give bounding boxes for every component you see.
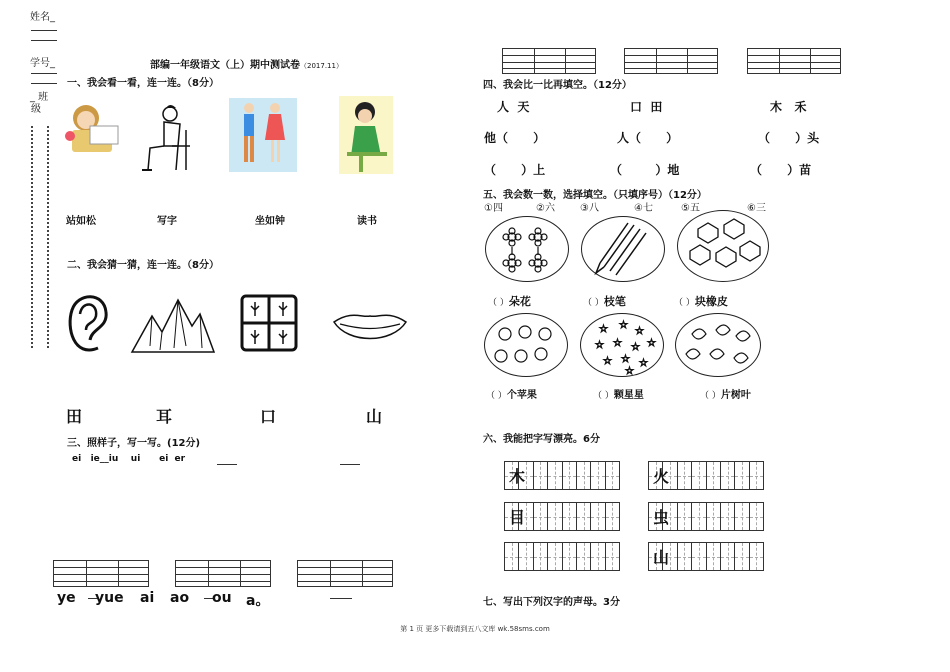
char-shan: 山 (653, 548, 670, 567)
q5-option-5: ⑤五 (681, 203, 700, 214)
svg-text:☆: ☆ (631, 342, 640, 353)
q2-char-3: 口 (260, 407, 277, 426)
svg-text:☆: ☆ (635, 326, 644, 337)
svg-text:☆: ☆ (595, 340, 604, 351)
q4-r1-c3: 木 禾 (770, 100, 807, 114)
q2-char-1: 田 (66, 407, 83, 426)
tian-grid-6[interactable] (648, 542, 764, 571)
q5-answer-pencils[interactable]: （ ）枝笔 (583, 295, 626, 308)
pinyin-ou: ou (212, 590, 232, 606)
q1-label-3: 坐如钟 (255, 216, 285, 227)
svg-text:☆: ☆ (599, 324, 608, 335)
pinyin-grid-3[interactable] (297, 560, 393, 587)
q5-option-2: ②六 (536, 203, 555, 214)
svg-text:☆: ☆ (619, 320, 628, 331)
svg-text:☆: ☆ (613, 338, 622, 349)
q4-r3-c3[interactable]: （ ）苗 (750, 163, 812, 177)
q1-label-1: 站如松 (66, 216, 96, 227)
q4-r2-c3[interactable]: （ ）头 (758, 131, 820, 145)
q4-title: 四、我会比一比再填空。（12分） (483, 80, 632, 91)
q5-answer-flowers[interactable]: （ ）朵花 (488, 295, 531, 308)
q5-title: 五、我会数一数，选择填空。（只填序号）（12分） (483, 190, 707, 201)
mountain-image (130, 296, 216, 354)
q1-label-4: 读书 (357, 216, 377, 227)
pinyin-ao: ao (170, 590, 190, 606)
q7-title: 七、写出下列汉字的声母。3分 (483, 597, 620, 608)
top-grid-1[interactable] (502, 48, 596, 74)
mouth-image (332, 308, 408, 348)
q4-r1-c1: 人 天 (497, 100, 530, 114)
top-grid-3[interactable] (747, 48, 841, 74)
svg-text:☆: ☆ (639, 358, 648, 369)
sitting-man-image (136, 100, 196, 174)
pencils-oval (581, 216, 665, 282)
tian-grid-3[interactable] (504, 502, 620, 531)
erasers-oval (677, 210, 769, 282)
q4-r2-c1[interactable]: 他（ ） (484, 131, 546, 145)
page-footer: 第 1 页 更多下载请到五八文库 wk.58sms.com (400, 625, 550, 633)
tian-grid-2[interactable] (648, 461, 764, 490)
standing-children-image (229, 98, 297, 172)
q2-title: 二、我会猜一猜，连一连。（8分） (67, 260, 219, 271)
pinyin-grid-2[interactable] (175, 560, 271, 587)
tian-grid-5[interactable] (504, 542, 620, 571)
name-label: 姓名_ (30, 12, 55, 23)
svg-text:☆: ☆ (625, 366, 634, 377)
pinyin-ye: ye (57, 590, 76, 606)
q2-char-4: 山 (366, 407, 383, 426)
leaves-oval (675, 313, 761, 377)
q3-title: 三、照样子，写一写。(12分) (67, 438, 201, 449)
q2-char-2: 耳 (156, 407, 173, 426)
pinyin-a: a。 (246, 593, 270, 609)
field-image (240, 294, 298, 352)
id-label: 学号_ (30, 58, 55, 69)
apples-oval (484, 313, 568, 377)
q6-title: 六、我能把字写漂亮。6分 (483, 434, 600, 445)
char-mu: 木 (509, 467, 526, 486)
pinyin-ai: ai (140, 590, 155, 606)
pinyin-grid-1[interactable] (53, 560, 149, 587)
q4-r3-c1[interactable]: （ ）上 (484, 163, 546, 177)
stars-oval (580, 313, 664, 377)
q5-option-4: ④七 (634, 203, 653, 214)
name-line (31, 30, 57, 31)
q5-option-1: ①四 (484, 203, 503, 214)
svg-text:☆: ☆ (621, 354, 630, 365)
tian-grid-1[interactable] (504, 461, 620, 490)
q5-answer-erasers[interactable]: （ ）块橡皮 (674, 295, 728, 308)
q5-answer-apples[interactable]: （ ）个苹果 (486, 390, 537, 401)
q1-title: 一、我会看一看，连一连。（8分） (67, 78, 219, 89)
svg-text:☆: ☆ (603, 356, 612, 367)
char-chong: 虫 (653, 508, 670, 527)
char-huo: 火 (653, 467, 670, 486)
ear-image (64, 288, 110, 358)
q5-answer-leaves[interactable]: （ ）片树叶 (700, 390, 751, 401)
q1-label-2: 写字 (157, 216, 177, 227)
flowers-oval (485, 216, 569, 282)
class-label: _ 班 (30, 92, 49, 103)
reading-girl-image (62, 96, 124, 158)
pinyin-yue: yue (95, 590, 124, 606)
q5-option-3: ③八 (580, 203, 599, 214)
q3-example: ei ie__iu ui ei er (72, 454, 186, 464)
binding-dotted-line (31, 126, 49, 348)
q5-answer-stars[interactable]: （ ）颗星星 (593, 390, 644, 401)
svg-text:☆: ☆ (647, 338, 656, 349)
q5-option-6: ⑥三 (747, 203, 766, 214)
q4-r3-c2[interactable]: （ ）地 (610, 163, 680, 177)
page-title: 部编一年级语文（上）期中测试卷（2017.11） (150, 60, 343, 71)
top-grid-2[interactable] (624, 48, 718, 74)
char-mu2: 目 (509, 508, 526, 527)
q4-r2-c2[interactable]: 人（ ） (617, 131, 679, 145)
writing-girl-image (339, 96, 393, 174)
tian-grid-4[interactable] (648, 502, 764, 531)
q4-r1-c2: 口 田 (630, 100, 663, 114)
